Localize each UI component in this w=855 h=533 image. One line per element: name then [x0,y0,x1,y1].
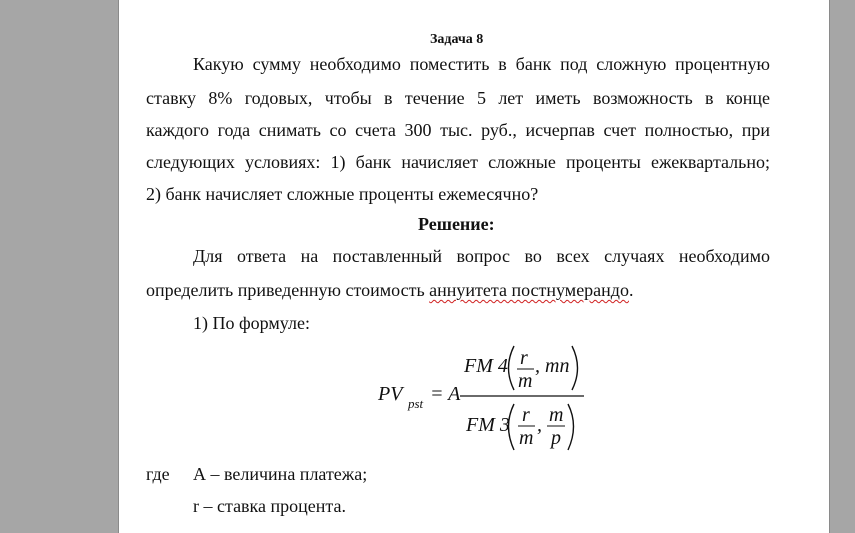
task-line-2: ставку 8% годовых, чтобы в течение 5 лет иметь возможность в конце [146,88,770,108]
formula-den-paren-right [568,404,574,450]
solution-line-1: Для ответа на поставленный вопрос во всех случаях необходимо [193,246,770,266]
formula-pv-subscript: pst [408,396,424,411]
task-line-5: 2) банк начисляет сложные проценты ежемесячно? [146,184,539,204]
formula-svg [372,338,602,458]
formula-den-p: p [551,427,561,449]
solution-heading: Решение: [418,214,495,234]
task-line-1: Какую сумму необходимо поместить в банк под сложную процентную [193,54,770,74]
formula-num-rest: , mn [535,355,570,377]
task-line-4: следующих условиях: 1) банк начисляет сложные проценты ежеквартально; [146,152,770,172]
task-title: Задача 8 [430,32,484,47]
formula-den-r: r [522,404,530,426]
page-left-border [118,0,119,533]
formula-num-r: r [520,347,528,369]
solution-line-2 [146,280,633,300]
formula-pv: PV [378,383,403,405]
formula-den-fn: FM 3 [466,414,510,436]
formula-den-m2: m [549,404,564,426]
definition-r: r – ставка процента. [193,496,346,516]
formula-num-paren-right [572,346,578,390]
task-line-3: каждого года снимать со счета 300 тыс. руб., исчерпав счет полностью, при [146,120,770,140]
formula-num-paren-left [509,346,515,390]
definition-a: А – величина платежа; [193,464,368,484]
formula-den-comma: , [537,414,542,436]
formula-num-m: m [518,370,533,392]
formula-intro: 1) По формуле: [193,313,310,333]
formula-num-fn: FM 4 [464,355,508,377]
left-margin-background [0,0,118,533]
spellcheck-underlined-term[interactable]: аннуитета постнумерандо [429,280,629,300]
solution-line-2-start: определить приведенную стоимость [146,280,430,300]
formula-eq-a: = A [430,383,461,405]
pv-formula [372,338,602,458]
definitions-where: где [146,464,170,484]
solution-line-2-end: . [628,280,634,300]
right-margin-background [830,0,855,533]
page-right-border [829,0,830,533]
formula-den-m: m [519,427,534,449]
